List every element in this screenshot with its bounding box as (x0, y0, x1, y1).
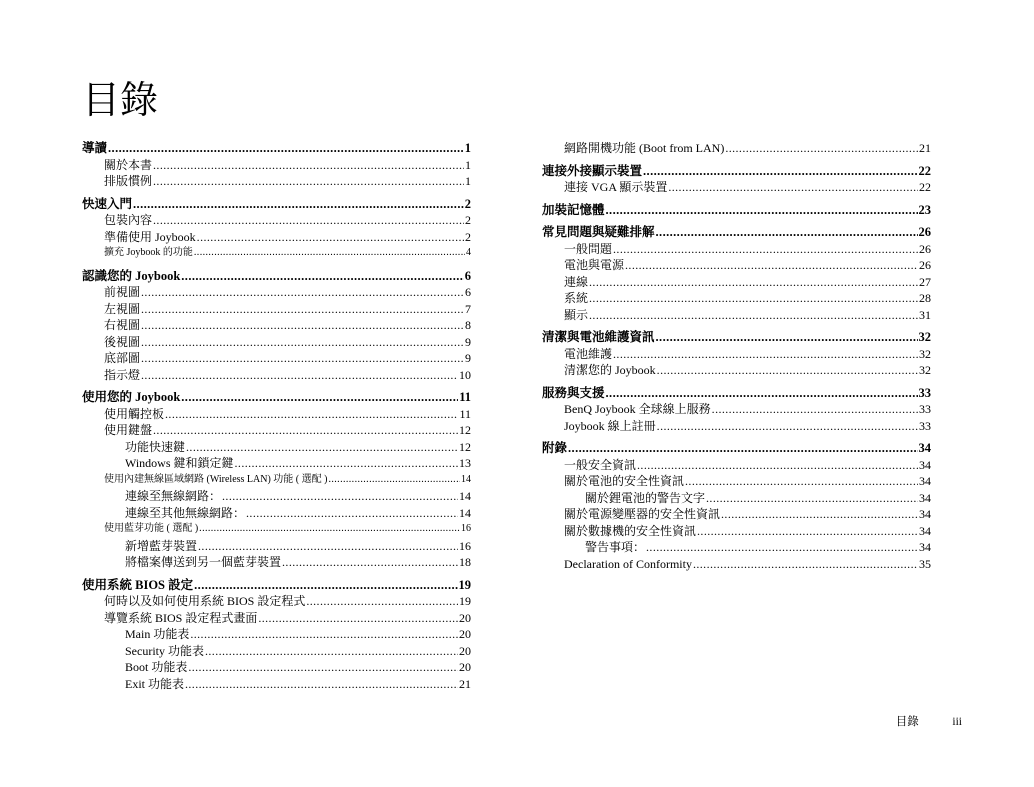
toc-entry-page: 34 (919, 540, 931, 554)
toc-entry-page: 9 (465, 351, 471, 365)
toc-entry-label: 認識您的 Joybook (82, 268, 181, 283)
toc-entry-label: BenQ Joybook 全球線上服務 (564, 402, 711, 416)
toc-entry-page: 32 (919, 346, 931, 361)
toc-section-entry[interactable] (82, 284, 471, 301)
toc-entry-page: 26 (919, 258, 931, 272)
toc-dot-leader (668, 179, 918, 196)
toc-dot-leader (199, 521, 460, 538)
toc-dot-leader (133, 196, 464, 213)
toc-entry-page: 23 (918, 202, 931, 217)
toc-entry-label: 關於數據機的安全性資訊 (564, 523, 697, 538)
toc-dot-leader (657, 362, 918, 379)
toc-entry-label: 清潔與電池維護資訊 (542, 330, 655, 344)
toc-entry-label: 使用系統 BIOS 設定 (82, 577, 194, 592)
toc-entry-page: 4 (466, 247, 471, 258)
toc-entry-page: 33 (919, 418, 931, 433)
toc-dot-leader (656, 224, 918, 241)
toc-entry-label: Boot 功能表 (125, 660, 188, 674)
toc-dot-leader (153, 157, 464, 174)
toc-entry-label: 功能快速鍵 (125, 439, 186, 454)
toc-chapter-entry[interactable] (542, 224, 931, 241)
toc-entry-label: 顯示 (564, 307, 589, 322)
toc-dot-leader (706, 490, 918, 507)
toc-dot-leader (657, 418, 918, 435)
toc-dot-leader (194, 577, 457, 594)
toc-section-entry[interactable] (82, 554, 471, 571)
toc-section-entry[interactable] (82, 659, 471, 676)
toc-dot-leader (685, 473, 918, 490)
page-title: 目錄 (82, 78, 159, 122)
toc-chapter-entry[interactable] (542, 440, 931, 457)
toc-dot-leader (646, 539, 918, 556)
toc-section-entry[interactable] (542, 140, 931, 157)
toc-section-entry[interactable] (542, 539, 931, 556)
toc-dot-leader (190, 626, 458, 643)
toc-entry-page: 28 (919, 291, 931, 305)
toc-section-entry[interactable] (82, 350, 471, 367)
toc-dot-leader (141, 284, 464, 301)
toc-entry-page: 34 (918, 441, 931, 455)
toc-left-column (82, 140, 471, 692)
toc-entry-page: 31 (919, 307, 931, 322)
toc-entry-label: 連線至其他無線網路： (125, 505, 246, 520)
toc-entry-page: 26 (919, 241, 931, 256)
toc-entry-page: 8 (465, 318, 471, 332)
toc-section-entry[interactable] (542, 290, 931, 307)
toc-entry-page: 14 (459, 505, 471, 520)
toc-dot-leader (181, 389, 458, 406)
toc-entry-page: 22 (918, 163, 931, 178)
toc-dot-leader (258, 610, 458, 627)
toc-section-entry[interactable] (82, 229, 471, 246)
toc-entry-page: 10 (459, 367, 471, 382)
toc-entry-label: 底部圖 (104, 351, 141, 365)
toc-entry-page: 16 (459, 538, 471, 553)
toc-entry-page: 6 (465, 285, 471, 299)
toc-dot-leader (625, 257, 918, 274)
toc-chapter-entry[interactable] (542, 202, 931, 219)
toc-section-entry[interactable] (82, 676, 471, 693)
toc-entry-label: 電池與電源 (564, 258, 625, 272)
toc-dot-leader (153, 173, 464, 190)
toc-entry-label: Security 功能表 (125, 643, 204, 658)
toc-section-entry[interactable] (542, 241, 931, 258)
toc-section-entry[interactable] (82, 245, 471, 262)
toc-entry-page: 2 (464, 196, 471, 211)
toc-dot-leader (328, 472, 460, 489)
toc-chapter-entry[interactable] (542, 329, 931, 346)
toc-entry-page: 12 (459, 439, 471, 454)
toc-section-entry[interactable] (82, 610, 471, 627)
toc-section-entry[interactable] (82, 212, 471, 229)
toc-section-entry[interactable] (82, 472, 471, 489)
toc-section-entry[interactable] (82, 367, 471, 384)
toc-entry-page: 20 (459, 643, 471, 658)
toc-section-entry[interactable] (82, 334, 471, 351)
toc-dot-leader (697, 523, 918, 540)
toc-dot-leader (141, 301, 464, 318)
toc-section-entry[interactable] (82, 173, 471, 190)
toc-entry-label: 關於鋰電池的警告文字 (585, 490, 706, 505)
toc-entry-page: 33 (919, 402, 931, 416)
toc-section-entry[interactable] (542, 307, 931, 324)
toc-dot-leader (197, 229, 464, 246)
toc-entry-label: 導讀 (82, 141, 108, 155)
toc-dot-leader (656, 329, 918, 346)
toc-dot-leader (606, 385, 918, 402)
toc-dot-leader (589, 307, 918, 324)
toc-entry-label: 一般安全資訊 (564, 457, 637, 472)
toc-section-entry[interactable] (542, 457, 931, 474)
toc-section-entry[interactable] (542, 257, 931, 274)
toc-entry-page: 16 (461, 523, 471, 534)
toc-entry-page: 22 (919, 180, 931, 194)
toc-entry-page: 34 (919, 507, 931, 521)
toc-dot-leader (725, 140, 918, 157)
toc-entry-label: 左視圖 (104, 301, 141, 316)
toc-entry-label: 清潔您的 Joybook (564, 363, 656, 377)
toc-entry-page: 19 (459, 594, 471, 608)
toc-dot-leader (188, 659, 458, 676)
toc-entry-label: 右視圖 (104, 318, 141, 332)
toc-entry-label: 網路開機功能 (Boot from LAN) (564, 141, 725, 155)
toc-dot-leader (165, 406, 458, 423)
toc-dot-leader (613, 241, 918, 258)
toc-entry-page: 14 (459, 489, 471, 503)
toc-section-entry[interactable] (82, 406, 471, 423)
footer-page-number: iii (952, 716, 962, 728)
toc-entry-page: 6 (464, 268, 471, 283)
toc-dot-leader (693, 556, 918, 573)
toc-section-entry[interactable] (82, 422, 471, 439)
toc-dot-leader (153, 422, 458, 439)
toc-dot-leader (643, 163, 917, 180)
toc-entry-page: 2 (465, 229, 471, 244)
toc-entry-label: Exit 功能表 (125, 676, 184, 691)
toc-entry-page: 1 (464, 141, 471, 155)
toc-entry-label: 加裝記憶體 (542, 202, 605, 217)
toc-dot-leader (589, 290, 918, 307)
toc-entry-label: 排版慣例 (104, 174, 153, 188)
toc-entry-label: 關於本書 (104, 157, 153, 172)
toc-entry-label: Joybook 線上註冊 (564, 418, 656, 433)
toc-dot-leader (186, 439, 458, 456)
toc-dot-leader (613, 346, 918, 363)
toc-entry-label: 新增藍芽裝置 (125, 538, 198, 553)
toc-entry-page: 11 (459, 406, 471, 421)
toc-entry-page: 32 (918, 330, 931, 344)
toc-dot-leader (637, 457, 918, 474)
toc-entry-label: Windows 鍵和鎖定鍵 (125, 456, 234, 470)
toc-section-entry[interactable] (82, 643, 471, 660)
toc-section-entry[interactable] (542, 473, 931, 490)
toc-dot-leader (568, 440, 917, 457)
toc-dot-leader (141, 334, 464, 351)
toc-entry-label: 使用觸控板 (104, 406, 165, 421)
toc-entry-page: 14 (461, 473, 471, 485)
toc-section-entry[interactable] (542, 506, 931, 523)
toc-entry-page: 27 (919, 274, 931, 289)
toc-section-entry[interactable] (82, 301, 471, 318)
toc-chapter-entry[interactable] (82, 268, 471, 285)
toc-entry-label: 使用您的 Joybook (82, 390, 181, 404)
toc-dot-leader (589, 274, 918, 291)
toc-right-column (542, 140, 931, 572)
toc-section-entry[interactable] (542, 490, 931, 507)
toc-entry-page: 20 (459, 610, 471, 625)
toc-entry-page: 35 (919, 556, 931, 571)
toc-entry-label: 擴充 Joybook 的功能 (104, 247, 193, 258)
toc-section-entry[interactable] (82, 157, 471, 174)
toc-dot-leader (246, 505, 458, 522)
footer-section-title: 目錄 (895, 714, 919, 728)
toc-entry-label: 電池維護 (564, 346, 613, 361)
toc-section-entry[interactable] (542, 362, 931, 379)
toc-dot-leader (235, 455, 458, 472)
toc-entry-label: 一般問題 (564, 241, 613, 256)
toc-dot-leader (205, 643, 458, 660)
toc-entry-page: 19 (458, 577, 471, 592)
toc-entry-label: 使用內建無線區域網路 (Wireless LAN) 功能 ( 選配 ) (104, 473, 328, 485)
toc-section-entry[interactable] (542, 523, 931, 540)
toc-entry-label: 準備使用 Joybook (104, 229, 196, 244)
toc-section-entry[interactable] (542, 556, 931, 573)
toc-dot-leader (194, 245, 465, 262)
toc-entry-label: 常見問題與疑難排解 (542, 225, 655, 239)
toc-entry-page: 33 (918, 385, 931, 400)
toc-entry-page: 18 (459, 555, 471, 569)
toc-entry-label: 關於電源變壓器的安全性資訊 (564, 507, 721, 521)
toc-entry-page: 20 (459, 660, 471, 674)
page-footer (896, 713, 962, 729)
toc-entry-page: 20 (459, 627, 471, 641)
toc-chapter-entry[interactable] (542, 385, 931, 402)
toc-entry-page: 9 (465, 334, 471, 349)
toc-entry-label: 關於電池的安全性資訊 (564, 474, 685, 488)
toc-section-entry[interactable] (542, 418, 931, 435)
toc-section-entry[interactable] (82, 317, 471, 334)
toc-entry-label: 何時以及如何使用系統 BIOS 設定程式 (104, 594, 306, 608)
toc-entry-page: 21 (919, 141, 931, 155)
toc-section-entry[interactable] (82, 505, 471, 522)
toc-dot-leader (185, 676, 458, 693)
toc-entry-label: Main 功能表 (125, 627, 190, 641)
toc-dot-leader (721, 506, 918, 523)
toc-entry-page: 1 (465, 157, 471, 172)
toc-entry-label: 連接 VGA 顯示裝置 (564, 180, 668, 194)
toc-section-entry[interactable] (82, 538, 471, 555)
toc-entry-label: 系統 (564, 291, 589, 305)
toc-dot-leader (141, 350, 464, 367)
toc-entry-label: 服務與支援 (542, 385, 605, 400)
toc-entry-label: Declaration of Conformity (564, 556, 692, 571)
toc-section-entry[interactable] (82, 439, 471, 456)
toc-section-entry[interactable] (542, 346, 931, 363)
toc-entry-label: 使用鍵盤 (104, 423, 153, 437)
toc-dot-leader (712, 401, 918, 418)
toc-entry-label: 導覽系統 BIOS 設定程式畫面 (104, 610, 258, 625)
toc-entry-label: 附錄 (542, 441, 568, 455)
toc-section-entry[interactable] (82, 521, 471, 538)
toc-entry-label: 後視圖 (104, 334, 141, 349)
toc-section-entry[interactable] (542, 401, 931, 418)
toc-dot-leader (198, 538, 458, 555)
toc-section-entry[interactable] (82, 593, 471, 610)
toc-entry-page: 34 (919, 474, 931, 488)
toc-entry-label: 警告事項： (585, 540, 646, 554)
toc-entry-page: 7 (465, 301, 471, 316)
toc-chapter-entry[interactable] (82, 389, 471, 406)
toc-section-entry[interactable] (82, 488, 471, 505)
toc-entry-page: 34 (919, 457, 931, 472)
toc-dot-leader (153, 212, 464, 229)
toc-entry-page: 1 (465, 174, 471, 188)
toc-dot-leader (282, 554, 458, 571)
toc-entry-label: 快速入門 (82, 196, 133, 211)
toc-entry-page: 11 (459, 390, 471, 404)
toc-dot-leader (181, 268, 463, 285)
toc-section-entry[interactable] (542, 179, 931, 196)
toc-dot-leader (306, 593, 458, 610)
toc-entry-page: 21 (459, 676, 471, 691)
toc-entry-label: 連線 (564, 274, 589, 289)
toc-chapter-entry[interactable] (82, 577, 471, 594)
toc-entry-label: 連線至無線網路： (125, 489, 222, 503)
toc-dot-leader (141, 317, 464, 334)
toc-section-entry[interactable] (542, 274, 931, 291)
toc-entry-page: 2 (465, 213, 471, 227)
toc-entry-label: 前視圖 (104, 285, 141, 299)
toc-entry-page: 34 (919, 523, 931, 538)
toc-section-entry[interactable] (82, 455, 471, 472)
toc-chapter-entry[interactable] (82, 196, 471, 213)
toc-entry-label: 使用藍芽功能 ( 選配 ) (104, 523, 199, 534)
toc-dot-leader (141, 367, 458, 384)
toc-chapter-entry[interactable] (542, 163, 931, 180)
toc-entry-page: 13 (459, 456, 471, 470)
toc-dot-leader (222, 488, 458, 505)
toc-entry-page: 34 (919, 490, 931, 505)
toc-dot-leader (606, 202, 918, 219)
toc-entry-label: 連接外接顯示裝置 (542, 163, 643, 178)
toc-entry-page: 26 (918, 225, 931, 239)
toc-chapter-entry[interactable] (82, 140, 471, 157)
toc-entry-page: 12 (459, 423, 471, 437)
toc-entry-label: 包裝內容 (104, 213, 153, 227)
toc-entry-label: 指示燈 (104, 367, 141, 382)
toc-entry-label: 將檔案傳送到另一個藍芽裝置 (125, 555, 282, 569)
toc-entry-page: 32 (919, 363, 931, 377)
toc-section-entry[interactable] (82, 626, 471, 643)
toc-dot-leader (108, 140, 464, 157)
